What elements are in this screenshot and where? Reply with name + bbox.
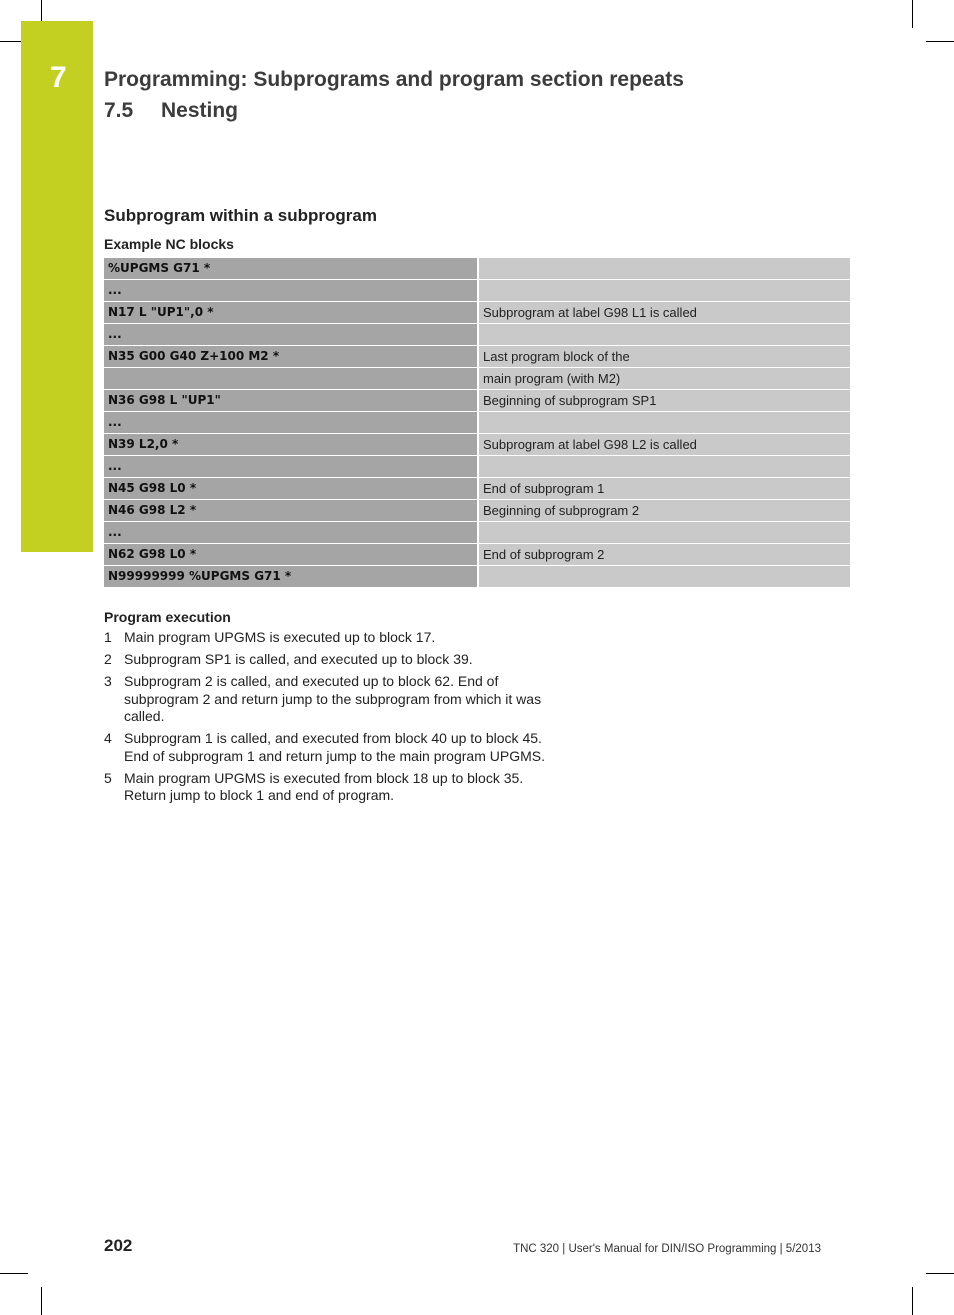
- step-number: 4: [104, 730, 112, 746]
- step-text: Main program UPGMS is executed up to block 17.: [124, 629, 436, 645]
- table-row: [104, 544, 850, 566]
- list-item: [104, 629, 554, 647]
- table-row: [104, 412, 850, 434]
- step-number: 2: [104, 651, 112, 667]
- subsection-heading: Subprogram within a subprogram: [104, 206, 377, 225]
- nc-comment: [478, 522, 850, 544]
- nc-code: ...: [104, 280, 478, 302]
- nc-code: [104, 368, 478, 390]
- crop-mark: [0, 41, 21, 42]
- list-item: [104, 770, 554, 805]
- step-text: Subprogram 2 is called, and executed up to block 62. End of subprogram 2 and return jump to the subprogram from which it was called.: [124, 673, 542, 724]
- nc-comment: [478, 258, 850, 280]
- list-item: [104, 651, 554, 669]
- nc-comment: [478, 566, 850, 588]
- section-number: 7.5: [104, 99, 134, 122]
- crop-mark: [926, 41, 954, 42]
- crop-mark: [926, 1273, 954, 1274]
- step-text: Subprogram 1 is called, and executed from block 40 up to block 45. End of subprogram 1 and return jump to the main program UPGMS.: [124, 730, 545, 764]
- page-number: 202: [104, 1236, 133, 1255]
- nc-comment: [478, 456, 850, 478]
- nc-comment: Subprogram at label G98 L2 is called: [478, 434, 850, 456]
- nc-comment: main program (with M2): [478, 368, 850, 390]
- example-label: Example NC blocks: [104, 236, 234, 252]
- nc-code: N62 G98 L0 *: [104, 544, 478, 566]
- nc-code: N39 L2,0 *: [104, 434, 478, 456]
- table-row: [104, 500, 850, 522]
- table-row: [104, 566, 850, 588]
- chapter-number: 7: [50, 61, 67, 94]
- section-title: [104, 98, 238, 124]
- step-text: Main program UPGMS is executed from block 18 up to block 35. Return jump to block 1 and end of program.: [124, 769, 524, 803]
- chapter-tab: [21, 21, 93, 552]
- nc-blocks-table: [104, 258, 850, 588]
- nc-code: N17 L "UP1",0 *: [104, 302, 478, 324]
- nc-code: ...: [104, 456, 478, 478]
- step-number: 3: [104, 673, 112, 689]
- nc-comment: End of subprogram 2: [478, 544, 850, 566]
- table-row: [104, 390, 850, 412]
- table-row: [104, 434, 850, 456]
- table-row: [104, 456, 850, 478]
- nc-comment: [478, 412, 850, 434]
- nc-comment: Beginning of subprogram 2: [478, 500, 850, 522]
- table-row: [104, 258, 850, 280]
- execution-steps: [104, 629, 554, 809]
- nc-code: N99999999 %UPGMS G71 *: [104, 566, 478, 588]
- section-name: Nesting: [161, 99, 239, 122]
- nc-comment: Last program block of the: [478, 346, 850, 368]
- footer-text: TNC 320 | User's Manual for DIN/ISO Programming | 5/2013: [513, 1243, 821, 1255]
- crop-mark: [912, 1287, 913, 1315]
- crop-mark: [41, 0, 42, 21]
- table-row: [104, 280, 850, 302]
- crop-mark: [0, 1273, 28, 1274]
- nc-code: N46 G98 L2 *: [104, 500, 478, 522]
- nc-code: N35 G00 G40 Z+100 M2 *: [104, 346, 478, 368]
- step-number: 1: [104, 629, 112, 645]
- list-item: [104, 730, 554, 765]
- table-row: [104, 522, 850, 544]
- table-row: [104, 302, 850, 324]
- nc-code: ...: [104, 412, 478, 434]
- nc-code: N45 G98 L0 *: [104, 478, 478, 500]
- table-row: [104, 324, 850, 346]
- table-row: [104, 368, 850, 390]
- nc-comment: [478, 324, 850, 346]
- execution-title: Program execution: [104, 609, 231, 625]
- list-item: [104, 673, 554, 726]
- step-text: Subprogram SP1 is called, and executed up to block 39.: [124, 651, 473, 667]
- nc-code: %UPGMS G71 *: [104, 258, 478, 280]
- nc-code: ...: [104, 522, 478, 544]
- chapter-title: Programming: Subprograms and program section repeats: [104, 68, 684, 91]
- step-number: 5: [104, 769, 112, 786]
- table-row: [104, 478, 850, 500]
- nc-comment: Beginning of subprogram SP1: [478, 390, 850, 412]
- table-row: [104, 346, 850, 368]
- crop-mark: [41, 1287, 42, 1315]
- nc-comment: Subprogram at label G98 L1 is called: [478, 302, 850, 324]
- nc-comment: [478, 280, 850, 302]
- nc-comment: End of subprogram 1: [478, 478, 850, 500]
- crop-mark: [912, 0, 913, 28]
- nc-code: N36 G98 L "UP1": [104, 390, 478, 412]
- nc-code: ...: [104, 324, 478, 346]
